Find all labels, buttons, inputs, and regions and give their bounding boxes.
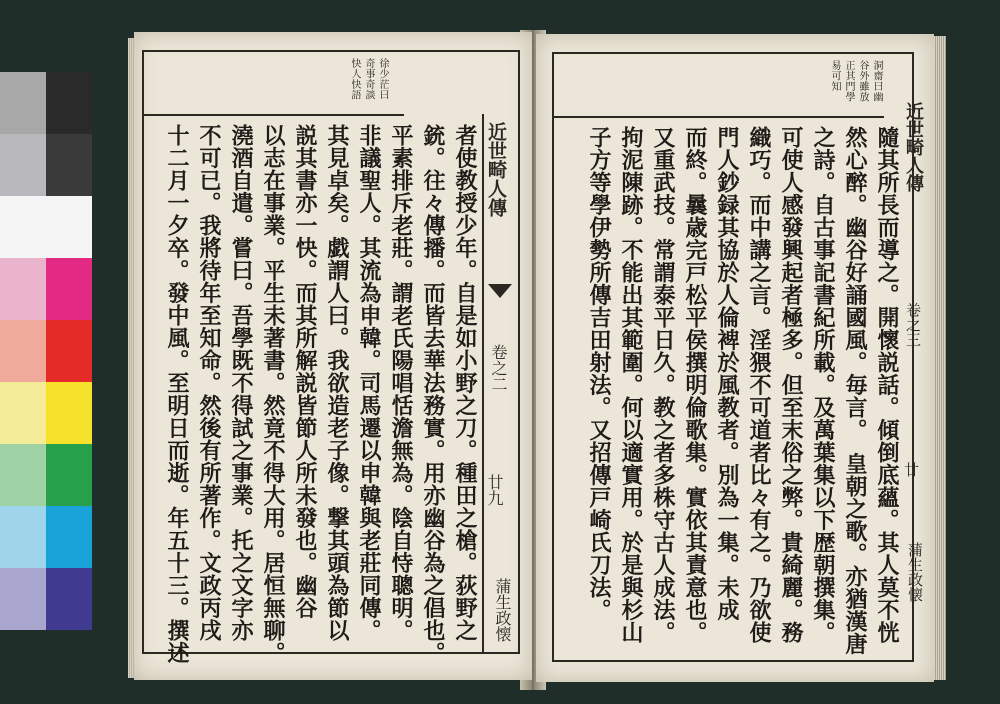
swatch-gray-mid (0, 134, 46, 196)
swatch-charcoal (46, 134, 92, 196)
text-column: 然心醉。幽谷好誦國風。毎言。 皇朝之歌。亦猶漢唐 (842, 126, 868, 655)
headnote-column: 快人快語 (349, 58, 360, 100)
folio-number: 廿 (902, 462, 920, 477)
running-title: 近世畸人傳 (485, 122, 507, 217)
left-page-margin-column (482, 114, 518, 652)
swatch-light-green (0, 444, 46, 506)
text-column: 非議聖人。其流為申韓。司馬遷以申韓與老莊同傳。 (356, 124, 382, 642)
running-title: 近世畸人傳 (903, 102, 924, 192)
left-headnote (144, 52, 404, 116)
swatch-green (46, 444, 92, 506)
text-column: 其見卓矣。戯謂人曰。我欲造老子像。撃其頭為節以 (324, 124, 350, 642)
swatch-gray-light (0, 72, 46, 134)
swatch-violet (46, 568, 92, 630)
text-column: 澆酒自遣。嘗曰。吾學既不得試之事業。托之文字亦 (228, 124, 254, 642)
swatch-yellow (46, 382, 92, 444)
left-page (134, 32, 532, 680)
chapter-label: 卷之三 (904, 302, 922, 347)
text-column: 平素排斥老莊。謂老氏陽唱恬澹無為。陰自恃聰明。 (388, 124, 414, 642)
headnote-column: 徐少茫曰 (377, 58, 388, 100)
folio-number: 廿九 (485, 474, 504, 506)
text-column: 之詩。自古事記書紀所載。及萬葉集以下歴朝撰集。 (810, 126, 836, 644)
left-text-frame (142, 50, 520, 664)
text-column: 而終。曩歳完戸松平侯撰明倫歌集。實依其責意也。 (682, 126, 708, 644)
fishtail-ornament (488, 284, 512, 298)
text-column: 可使人感發興起者極多。但至末俗之弊。貴綺麗。務 (778, 126, 804, 644)
margin-signature: 蒲生政懐 (493, 578, 512, 642)
headnote-column: 易可知 (829, 60, 840, 92)
text-column: 隨其所長而導之。開懷説話。傾倒底蘊。其人莫不恍 (874, 126, 900, 644)
text-column: 銃。往々傳播。而皆去華法務實。用亦幽谷為之倡也。 (420, 124, 446, 664)
swatch-red (46, 320, 92, 382)
swatch-light-yellow (0, 382, 46, 444)
headnote-column: 奇事奇談 (363, 58, 374, 100)
text-column: 以志在事業。平生未著書。然竟不得大用。居恒無聊。 (260, 124, 286, 664)
text-column: 拘泥陳跡。不能出其範圍。何以適實用。於是與杉山 (618, 126, 644, 644)
swatch-salmon (0, 320, 46, 382)
swatch-magenta (46, 258, 92, 320)
right-page-margin-column (900, 102, 930, 662)
right-text-frame (552, 52, 914, 662)
text-column: 子方等學伊勢所傳吉田射法。又招傳戸崎氏刀法。 (586, 126, 612, 621)
swatch-white-a (0, 196, 46, 258)
margin-signature: 蒲生政懐 (906, 542, 924, 602)
text-column: 織巧。而中講之言。淫猥不可道者比々有之。乃欲使 (746, 126, 772, 644)
swatch-light-cyan (0, 506, 46, 568)
text-column: 又重武技。常謂泰平日久。教之者多株守古人成法。 (650, 126, 676, 644)
right-page (536, 34, 934, 682)
headnote-column: 正其門學 (843, 60, 854, 102)
swatch-lavender (0, 568, 46, 630)
swatch-pink (0, 258, 46, 320)
swatch-cyan (46, 506, 92, 568)
text-column: 不可已。我將待年至知命。然後有所著作。文政丙戌 (196, 124, 222, 642)
chapter-label: 卷之二 (489, 344, 508, 392)
text-column: 者使教授少年。自是如小野之刀。種田之槍。荻野之 (452, 124, 478, 642)
swatch-gray-dark (46, 72, 92, 134)
open-book (88, 22, 948, 698)
text-column: 説其書亦一快。而其所解説皆節人所未發也。幽谷 (292, 124, 318, 619)
headnote-column: 洞齋曰幽 (871, 60, 882, 102)
right-headnote (554, 54, 884, 118)
text-column: 十二月一夕卒。發中風。至明日而逝。年五十三。撰述 (164, 124, 190, 664)
text-column: 門人鈔録其協於人倫裨於風教者。別為一集。未成 (714, 126, 740, 621)
headnote-column: 谷外雖放 (857, 60, 868, 102)
color-calibration-strip (0, 72, 92, 632)
swatch-white-b (46, 196, 92, 258)
